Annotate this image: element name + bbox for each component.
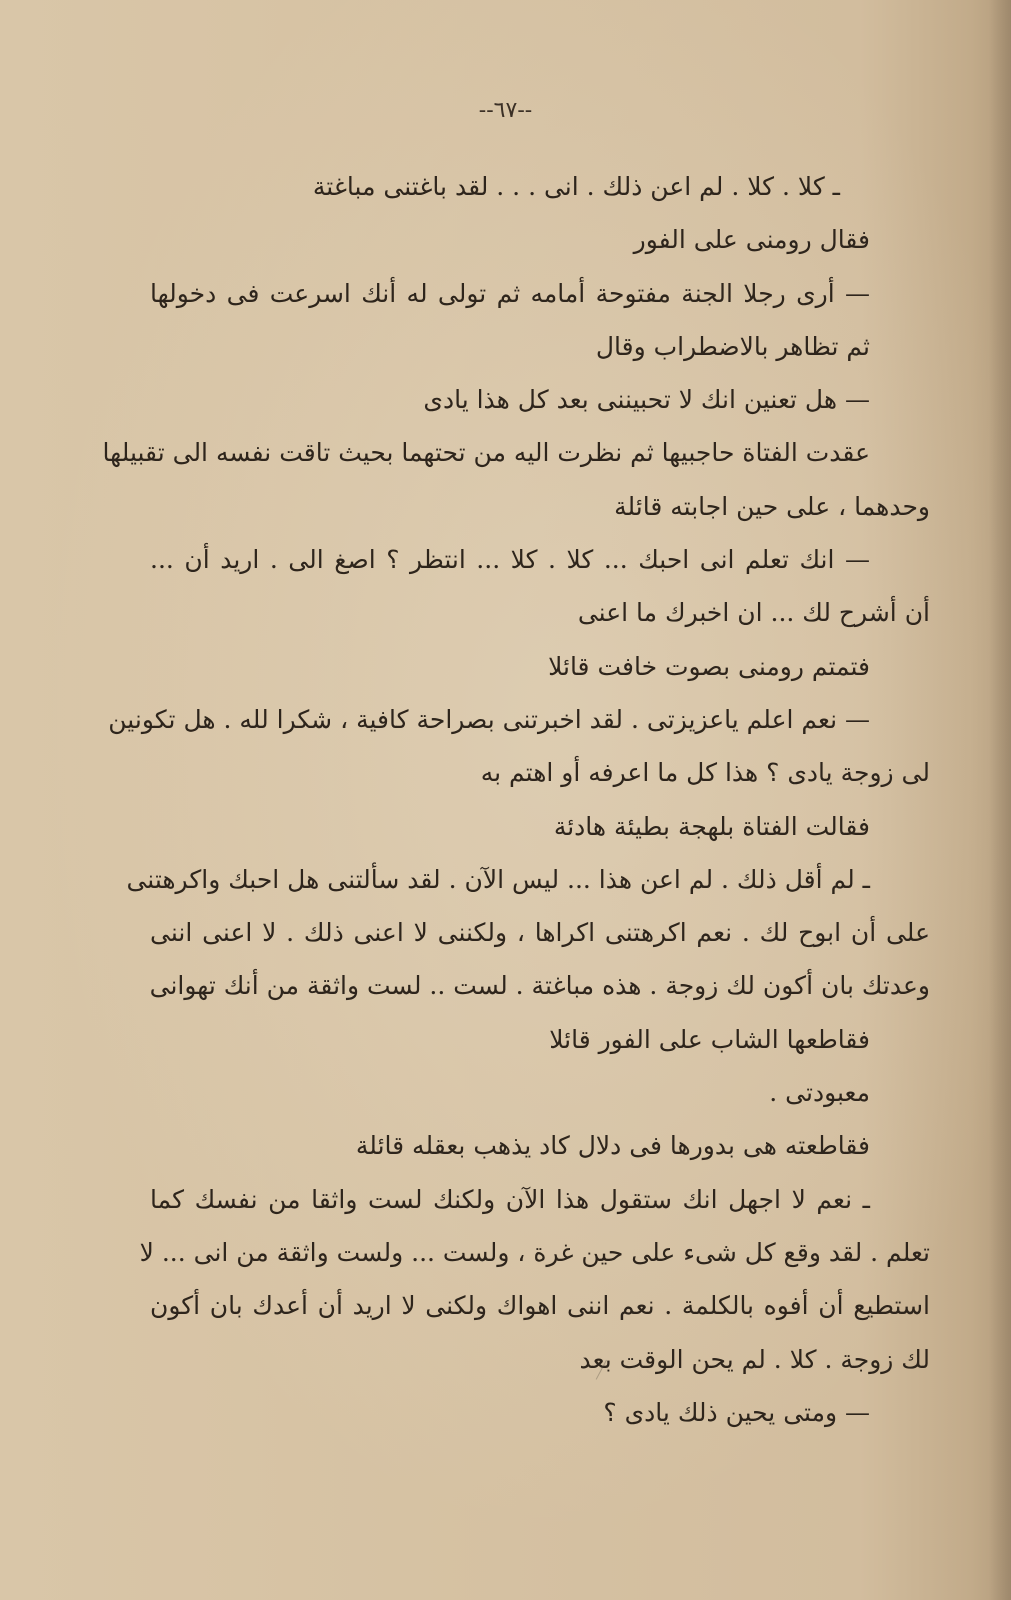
text-line: ـ لم أقل ذلك . لم اعن هذا ... ليس الآن . لقد سألتنى هل احبك واكرهتنى xyxy=(126,864,870,894)
text-line: فقاطعها الشاب على الفور قائلا xyxy=(549,1024,870,1054)
text-line: ـ كلا . كلا . لم اعن ذلك . انى . . . لقد باغتنى مباغتة xyxy=(312,172,840,201)
text-line: فقاطعته هى بدورها فى دلال كاد يذهب بعقله قائلة xyxy=(355,1131,870,1161)
page-body-text xyxy=(102,160,930,1439)
text-line: — أرى رجلا الجنة مفتوحة أمامه ثم تولى له أنك اسرعت فى دخولها xyxy=(150,278,870,308)
text-line: لى زوجة يادى ؟ هذا كل ما اعرفه أو اهتم به xyxy=(480,758,930,788)
text-line: — نعم اعلم ياعزيزتى . لقد اخبرتنى بصراحة كافية ، شكرا لله . هل تكونين xyxy=(108,704,870,734)
text-line: استطيع أن أفوه بالكلمة . نعم اننى اهواك ولكنى لا اريد أن أعدك بان أكون xyxy=(150,1291,930,1321)
text-line: فقال رومنى على الفور xyxy=(633,225,870,255)
text-line: — انك تعلم انى احبك ... كلا . كلا ... انتظر ؟ اصغ الى . اريد أن ... xyxy=(150,545,870,575)
text-line: على أن ابوح لك . نعم اكرهتنى اكراها ، ولكننى لا اعنى ذلك . لا اعنى اننى xyxy=(150,918,930,948)
text-line: فتمتم رومنى بصوت خافت قائلا xyxy=(548,651,870,681)
text-line: عقدت الفتاة حاجبيها ثم نظرت اليه من تحتهما بحيث تاقت نفسه الى تقبيلها xyxy=(102,438,870,468)
text-line: ثم تظاهر بالاضطراب وقال xyxy=(595,331,870,361)
text-line: لك زوجة . كلا . لم يحن الوقت بعد xyxy=(579,1344,930,1374)
text-line: معبودتى . xyxy=(769,1078,870,1108)
text-line: تعلم . لقد وقع كل شىء على حين غرة ، ولست ... ولست واثقة من انى ... لا xyxy=(139,1237,930,1267)
page-number: --٦٧-- xyxy=(478,98,533,123)
text-line: فقالت الفتاة بلهجة بطيئة هادئة xyxy=(553,811,870,841)
text-line: ـ نعم لا اجهل انك ستقول هذا الآن ولكنك لست واثقا من نفسك كما xyxy=(150,1184,870,1214)
text-line: — ومتى يحين ذلك يادى ؟ xyxy=(603,1397,870,1427)
text-line: وعدتك بان أكون لك زوجة . هذه مباغتة . لست .. لست واثقة من أنك تهوانى xyxy=(149,971,930,1001)
text-line: أن أشرح لك ... ان اخبرك ما اعنى xyxy=(577,598,930,628)
text-line: وحدهما ، على حين اجابته قائلة xyxy=(614,491,930,521)
text-line: — هل تعنين انك لا تحبيننى بعد كل هذا يادى xyxy=(423,385,870,415)
